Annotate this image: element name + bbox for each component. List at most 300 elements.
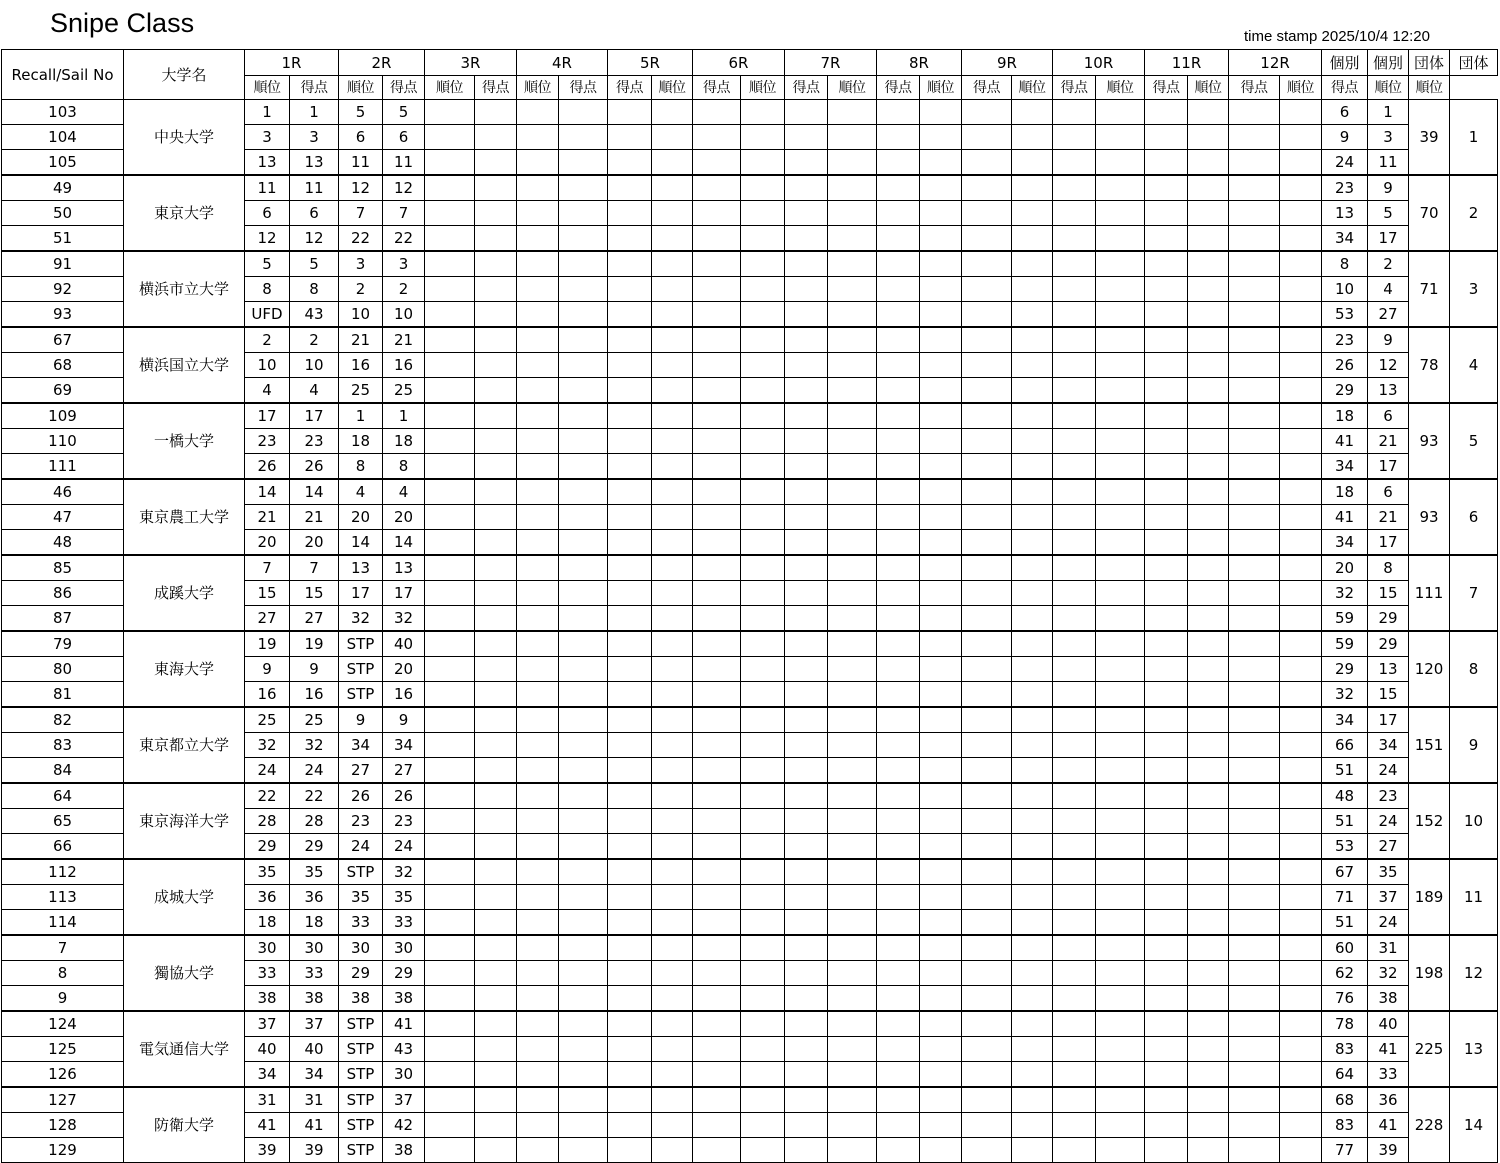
- empty-cell: [741, 429, 785, 454]
- empty-cell: [1053, 657, 1096, 682]
- empty-cell: [652, 429, 693, 454]
- individual-rank: 23: [1368, 783, 1409, 809]
- empty-cell: [475, 226, 517, 252]
- empty-cell: [1012, 733, 1053, 758]
- empty-cell: [559, 555, 608, 581]
- empty-cell: [693, 530, 741, 556]
- empty-cell: [920, 125, 962, 150]
- empty-cell: [785, 226, 828, 252]
- empty-cell: [828, 150, 877, 176]
- empty-cell: [828, 631, 877, 657]
- individual-rank: 17: [1368, 226, 1409, 252]
- empty-cell: [741, 454, 785, 480]
- r2-points: 33: [383, 910, 425, 936]
- empty-cell: [1053, 555, 1096, 581]
- empty-cell: [517, 403, 559, 429]
- empty-cell: [1053, 758, 1096, 784]
- empty-cell: [1096, 226, 1145, 252]
- empty-cell: [1188, 631, 1229, 657]
- empty-cell: [693, 378, 741, 404]
- empty-cell: [693, 885, 741, 910]
- r1-points: 12: [290, 226, 339, 252]
- empty-cell: [1188, 125, 1229, 150]
- empty-cell: [559, 403, 608, 429]
- empty-cell: [828, 885, 877, 910]
- empty-cell: [608, 454, 652, 480]
- university-name: 東京都立大学: [124, 707, 245, 783]
- empty-cell: [741, 505, 785, 530]
- empty-cell: [785, 935, 828, 961]
- empty-cell: [741, 809, 785, 834]
- empty-cell: [1012, 555, 1053, 581]
- individual-points: 41: [1322, 505, 1368, 530]
- empty-cell: [785, 429, 828, 454]
- empty-cell: [1053, 910, 1096, 936]
- individual-points: 59: [1322, 631, 1368, 657]
- table-row: [2, 555, 1498, 581]
- empty-cell: [475, 758, 517, 784]
- empty-cell: [828, 403, 877, 429]
- empty-cell: [517, 251, 559, 277]
- sub-header: 順位: [1280, 76, 1322, 100]
- empty-cell: [652, 910, 693, 936]
- empty-cell: [920, 201, 962, 226]
- r1-rank: 25: [245, 707, 290, 733]
- empty-cell: [1145, 935, 1188, 961]
- sub-header: 順位: [1012, 76, 1053, 100]
- empty-cell: [1229, 834, 1280, 860]
- empty-cell: [425, 555, 475, 581]
- r1-points: 28: [290, 809, 339, 834]
- empty-cell: [1280, 986, 1322, 1012]
- sub-header: 得点: [1322, 76, 1368, 100]
- empty-cell: [475, 682, 517, 708]
- empty-cell: [693, 454, 741, 480]
- empty-cell: [785, 657, 828, 682]
- empty-cell: [1229, 505, 1280, 530]
- empty-cell: [693, 961, 741, 986]
- empty-cell: [1188, 505, 1229, 530]
- r2-rank: 33: [339, 910, 383, 936]
- empty-cell: [425, 530, 475, 556]
- r2-rank: STP: [339, 682, 383, 708]
- empty-cell: [608, 251, 652, 277]
- empty-cell: [652, 277, 693, 302]
- sub-header: 得点: [608, 76, 652, 100]
- r1-points: 26: [290, 454, 339, 480]
- empty-cell: [517, 758, 559, 784]
- empty-cell: [785, 581, 828, 606]
- empty-cell: [877, 201, 920, 226]
- empty-cell: [559, 733, 608, 758]
- empty-cell: [785, 302, 828, 328]
- empty-cell: [608, 226, 652, 252]
- sail-number: 105: [2, 150, 124, 176]
- empty-cell: [962, 555, 1012, 581]
- r2-points: 29: [383, 961, 425, 986]
- table-row: [2, 859, 1498, 885]
- empty-cell: [1096, 581, 1145, 606]
- empty-cell: [741, 1087, 785, 1113]
- r1-rank: 15: [245, 581, 290, 606]
- empty-cell: [475, 530, 517, 556]
- empty-cell: [608, 606, 652, 632]
- r2-points: 20: [383, 505, 425, 530]
- empty-cell: [741, 1037, 785, 1062]
- individual-points: 13: [1322, 201, 1368, 226]
- team-rank: 14: [1450, 1087, 1498, 1163]
- r1-rank: 11: [245, 175, 290, 201]
- empty-cell: [652, 479, 693, 505]
- r2-points: 13: [383, 555, 425, 581]
- empty-cell: [877, 834, 920, 860]
- empty-cell: [1053, 834, 1096, 860]
- individual-rank: 13: [1368, 657, 1409, 682]
- empty-cell: [920, 783, 962, 809]
- university-name: 東海大学: [124, 631, 245, 707]
- empty-cell: [517, 581, 559, 606]
- individual-rank: 21: [1368, 429, 1409, 454]
- r2-rank: 13: [339, 555, 383, 581]
- university-name: 一橋大学: [124, 403, 245, 479]
- empty-cell: [877, 1113, 920, 1138]
- empty-cell: [1096, 935, 1145, 961]
- individual-rank: 6: [1368, 479, 1409, 505]
- empty-cell: [475, 986, 517, 1012]
- empty-cell: [608, 707, 652, 733]
- empty-cell: [1280, 125, 1322, 150]
- empty-cell: [1188, 707, 1229, 733]
- empty-cell: [1096, 150, 1145, 176]
- empty-cell: [1012, 150, 1053, 176]
- sub-header: 順位: [920, 76, 962, 100]
- empty-cell: [1280, 226, 1322, 252]
- empty-cell: [652, 1037, 693, 1062]
- r2-points: 27: [383, 758, 425, 784]
- university-name: 成城大学: [124, 859, 245, 935]
- individual-rank: 15: [1368, 581, 1409, 606]
- empty-cell: [652, 961, 693, 986]
- empty-cell: [1280, 1011, 1322, 1037]
- empty-cell: [1145, 606, 1188, 632]
- empty-cell: [475, 201, 517, 226]
- empty-cell: [1012, 885, 1053, 910]
- empty-cell: [1229, 682, 1280, 708]
- empty-cell: [693, 1011, 741, 1037]
- empty-cell: [608, 1011, 652, 1037]
- empty-cell: [608, 783, 652, 809]
- empty-cell: [1053, 201, 1096, 226]
- individual-points: 53: [1322, 834, 1368, 860]
- empty-cell: [1280, 758, 1322, 784]
- empty-cell: [741, 961, 785, 986]
- empty-cell: [559, 1113, 608, 1138]
- empty-cell: [475, 1113, 517, 1138]
- r2-points: 16: [383, 682, 425, 708]
- empty-cell: [920, 885, 962, 910]
- empty-cell: [425, 809, 475, 834]
- r2-rank: STP: [339, 1062, 383, 1088]
- r1-points: 9: [290, 657, 339, 682]
- table-row: [2, 327, 1498, 353]
- empty-cell: [425, 783, 475, 809]
- empty-cell: [559, 682, 608, 708]
- empty-cell: [1188, 150, 1229, 176]
- empty-cell: [1012, 429, 1053, 454]
- empty-cell: [425, 1011, 475, 1037]
- empty-cell: [693, 733, 741, 758]
- empty-cell: [693, 353, 741, 378]
- empty-cell: [741, 150, 785, 176]
- team-points: 151: [1409, 707, 1450, 783]
- empty-cell: [962, 479, 1012, 505]
- empty-cell: [1145, 1037, 1188, 1062]
- empty-cell: [1145, 302, 1188, 328]
- empty-cell: [1012, 378, 1053, 404]
- team-rank: 12: [1450, 935, 1498, 1011]
- empty-cell: [828, 1037, 877, 1062]
- individual-points: 9: [1322, 125, 1368, 150]
- empty-cell: [1053, 429, 1096, 454]
- empty-cell: [425, 100, 475, 125]
- r2-rank: 22: [339, 226, 383, 252]
- empty-cell: [828, 1062, 877, 1088]
- empty-cell: [962, 226, 1012, 252]
- individual-points: 24: [1322, 150, 1368, 176]
- empty-cell: [877, 251, 920, 277]
- round-header: 8R: [877, 50, 962, 76]
- individual-rank: 4: [1368, 277, 1409, 302]
- empty-cell: [1096, 961, 1145, 986]
- empty-cell: [1280, 834, 1322, 860]
- empty-cell: [1053, 302, 1096, 328]
- team-points: 39: [1409, 100, 1450, 176]
- r2-points: 40: [383, 631, 425, 657]
- r2-points: 6: [383, 125, 425, 150]
- individual-points: 77: [1322, 1138, 1368, 1163]
- empty-cell: [559, 1087, 608, 1113]
- empty-cell: [425, 175, 475, 201]
- empty-cell: [475, 175, 517, 201]
- sail-number: 64: [2, 783, 124, 809]
- r1-points: 39: [290, 1138, 339, 1163]
- empty-cell: [425, 707, 475, 733]
- empty-cell: [517, 859, 559, 885]
- empty-cell: [652, 809, 693, 834]
- empty-cell: [877, 986, 920, 1012]
- sail-number: 8: [2, 961, 124, 986]
- empty-cell: [652, 353, 693, 378]
- empty-cell: [652, 505, 693, 530]
- r1-rank: 31: [245, 1087, 290, 1113]
- empty-cell: [1188, 201, 1229, 226]
- empty-cell: [517, 277, 559, 302]
- r1-points: 19: [290, 631, 339, 657]
- sail-number: 126: [2, 1062, 124, 1088]
- empty-cell: [1229, 479, 1280, 505]
- empty-cell: [559, 707, 608, 733]
- sail-number: 81: [2, 682, 124, 708]
- empty-cell: [1012, 986, 1053, 1012]
- empty-cell: [1145, 657, 1188, 682]
- r2-points: 20: [383, 657, 425, 682]
- sail-number: 7: [2, 935, 124, 961]
- empty-cell: [559, 885, 608, 910]
- university-name: 獨協大学: [124, 935, 245, 1011]
- r1-points: 36: [290, 885, 339, 910]
- empty-cell: [1012, 1062, 1053, 1088]
- r2-rank: 17: [339, 581, 383, 606]
- empty-cell: [425, 1062, 475, 1088]
- empty-cell: [1188, 910, 1229, 936]
- empty-cell: [1280, 1062, 1322, 1088]
- r2-rank: 32: [339, 606, 383, 632]
- empty-cell: [1012, 859, 1053, 885]
- empty-cell: [1188, 1011, 1229, 1037]
- r2-rank: 30: [339, 935, 383, 961]
- r1-rank: 18: [245, 910, 290, 936]
- empty-cell: [1280, 1113, 1322, 1138]
- empty-cell: [693, 606, 741, 632]
- empty-cell: [877, 353, 920, 378]
- r1-rank: 34: [245, 1062, 290, 1088]
- r1-rank: 26: [245, 454, 290, 480]
- empty-cell: [741, 986, 785, 1012]
- empty-cell: [962, 175, 1012, 201]
- empty-cell: [1280, 1087, 1322, 1113]
- empty-cell: [425, 961, 475, 986]
- empty-cell: [920, 175, 962, 201]
- empty-cell: [962, 834, 1012, 860]
- empty-cell: [517, 201, 559, 226]
- r2-rank: 29: [339, 961, 383, 986]
- empty-cell: [608, 935, 652, 961]
- empty-cell: [608, 175, 652, 201]
- sail-number: 124: [2, 1011, 124, 1037]
- r1-points: 22: [290, 783, 339, 809]
- r2-points: 32: [383, 606, 425, 632]
- empty-cell: [920, 1037, 962, 1062]
- empty-cell: [741, 175, 785, 201]
- empty-cell: [1053, 226, 1096, 252]
- individual-rank: 41: [1368, 1037, 1409, 1062]
- sail-number: 68: [2, 353, 124, 378]
- empty-cell: [962, 530, 1012, 556]
- individual-points: 23: [1322, 175, 1368, 201]
- r1-rank: 16: [245, 682, 290, 708]
- empty-cell: [475, 150, 517, 176]
- table-row: [2, 1011, 1498, 1037]
- r2-points: 7: [383, 201, 425, 226]
- empty-cell: [1188, 1087, 1229, 1113]
- empty-cell: [1053, 1087, 1096, 1113]
- empty-cell: [741, 606, 785, 632]
- round-header: 4R: [517, 50, 608, 76]
- sub-header: 得点: [785, 76, 828, 100]
- individual-points: 18: [1322, 403, 1368, 429]
- empty-cell: [785, 251, 828, 277]
- empty-cell: [1229, 403, 1280, 429]
- empty-cell: [1096, 885, 1145, 910]
- empty-cell: [920, 353, 962, 378]
- sail-number: 9: [2, 986, 124, 1012]
- empty-cell: [652, 226, 693, 252]
- empty-cell: [559, 961, 608, 986]
- empty-cell: [1229, 100, 1280, 125]
- empty-cell: [1188, 226, 1229, 252]
- r2-rank: STP: [339, 657, 383, 682]
- r2-points: 8: [383, 454, 425, 480]
- empty-cell: [475, 859, 517, 885]
- empty-cell: [1096, 834, 1145, 860]
- empty-cell: [828, 175, 877, 201]
- individual-points: 78: [1322, 1011, 1368, 1037]
- empty-cell: [1012, 1113, 1053, 1138]
- empty-cell: [1145, 1062, 1188, 1088]
- empty-cell: [741, 1113, 785, 1138]
- sub-header: 得点: [383, 76, 425, 100]
- empty-cell: [475, 100, 517, 125]
- empty-cell: [1145, 378, 1188, 404]
- empty-cell: [608, 530, 652, 556]
- r1-points: 13: [290, 150, 339, 176]
- empty-cell: [608, 353, 652, 378]
- empty-cell: [1053, 479, 1096, 505]
- empty-cell: [475, 277, 517, 302]
- empty-cell: [1145, 859, 1188, 885]
- individual-rank: 1: [1368, 100, 1409, 125]
- empty-cell: [1145, 707, 1188, 733]
- empty-cell: [1012, 1087, 1053, 1113]
- empty-cell: [1012, 125, 1053, 150]
- empty-cell: [1229, 1087, 1280, 1113]
- empty-cell: [785, 150, 828, 176]
- empty-cell: [828, 353, 877, 378]
- empty-cell: [693, 403, 741, 429]
- empty-cell: [1096, 201, 1145, 226]
- empty-cell: [1053, 809, 1096, 834]
- empty-cell: [1280, 175, 1322, 201]
- empty-cell: [920, 581, 962, 606]
- empty-cell: [425, 910, 475, 936]
- table-row: [2, 100, 1498, 125]
- empty-cell: [1053, 327, 1096, 353]
- individual-rank: 36: [1368, 1087, 1409, 1113]
- empty-cell: [1229, 454, 1280, 480]
- empty-cell: [828, 834, 877, 860]
- individual-points: 59: [1322, 606, 1368, 632]
- empty-cell: [475, 125, 517, 150]
- empty-cell: [1012, 707, 1053, 733]
- empty-cell: [475, 834, 517, 860]
- empty-cell: [741, 100, 785, 125]
- university-name: 横浜国立大学: [124, 327, 245, 403]
- r1-rank: 9: [245, 657, 290, 682]
- empty-cell: [652, 986, 693, 1012]
- empty-cell: [517, 1037, 559, 1062]
- r2-points: 16: [383, 353, 425, 378]
- individual-points: 68: [1322, 1087, 1368, 1113]
- empty-cell: [425, 403, 475, 429]
- empty-cell: [425, 277, 475, 302]
- empty-cell: [1096, 1062, 1145, 1088]
- empty-cell: [741, 783, 785, 809]
- empty-cell: [785, 809, 828, 834]
- empty-cell: [475, 935, 517, 961]
- empty-cell: [425, 935, 475, 961]
- empty-cell: [1280, 454, 1322, 480]
- empty-cell: [1280, 277, 1322, 302]
